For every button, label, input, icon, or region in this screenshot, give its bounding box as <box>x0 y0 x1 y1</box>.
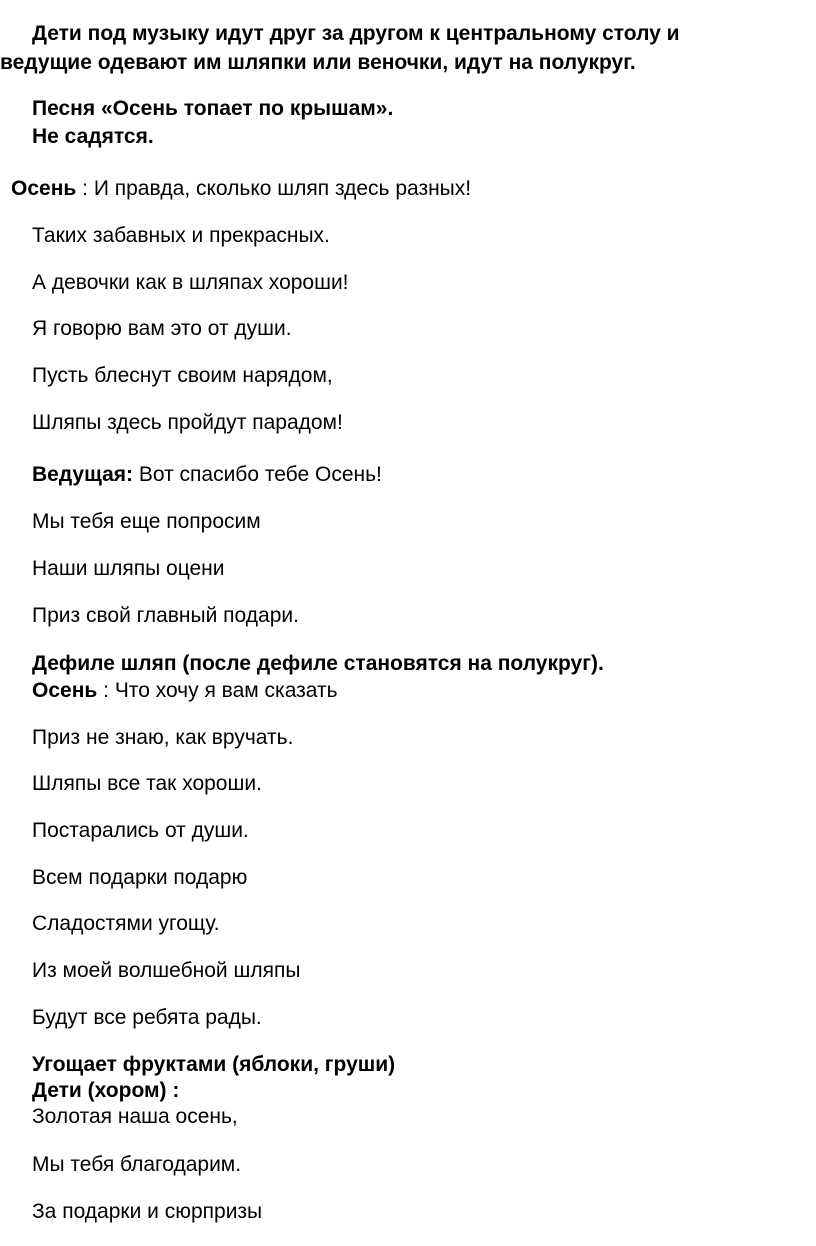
speaker-separator: : <box>97 679 115 702</box>
autumn-speech-2-line: Шляпы все так хороши. <box>32 772 262 795</box>
song-note: Не садятся. <box>32 125 154 148</box>
autumn-speech-1-line: Я говорю вам это от души. <box>32 317 292 340</box>
autumn-speech-2-line: Будут все ребята рады. <box>32 1006 262 1029</box>
autumn-speech-1-line: Таких забавных и прекрасных. <box>32 224 330 247</box>
children-speech-line: Золотая наша осень, <box>32 1105 238 1128</box>
autumn-speech-2-first-line <box>32 678 338 704</box>
autumn-speech-1-line: Пусть блеснут своим нарядом, <box>32 364 333 387</box>
speaker-host: Ведущая: <box>32 463 134 486</box>
autumn-speech-2-line: Постарались от души. <box>32 819 249 842</box>
autumn-speech-1-line: А девочки как в шляпах хороши! <box>32 271 349 294</box>
autumn-speech-2-text: Что хочу я вам сказать <box>114 679 338 702</box>
host-speech-line: Наши шляпы оцени <box>32 557 225 580</box>
intro-line-1: Дети под музыку идут друг за другом к центральному столу и <box>32 22 680 45</box>
song-title: Песня «Осень топает по крышам». <box>32 97 394 120</box>
host-speech-text: Вот спасибо тебе Осень! <box>133 463 382 486</box>
host-speech-line: Приз свой главный подари. <box>32 604 299 627</box>
autumn-speech-1-first-line <box>11 176 471 202</box>
speaker-separator: : <box>76 177 94 200</box>
intro-line-2: ведущие одевают им шляпки или веночки, идут на полукруг. <box>0 51 636 74</box>
treat-title: Угощает фруктами (яблоки, груши) <box>32 1053 396 1076</box>
children-speech-line: Мы тебя благодарим. <box>32 1153 242 1176</box>
host-speech-line: Мы тебя еще попросим <box>32 510 261 533</box>
autumn-speech-1-text: И правда, сколько шляп здесь разных! <box>93 177 472 200</box>
autumn-speech-1-line: Шляпы здесь пройдут парадом! <box>32 411 343 434</box>
speaker-autumn: Осень <box>11 177 77 200</box>
host-speech-first-line <box>32 462 382 488</box>
autumn-speech-2-line: Из моей волшебной шляпы <box>32 959 301 982</box>
children-speech-line: За подарки и сюрпризы <box>32 1200 263 1223</box>
defile-title: Дефиле шляп (после дефиле становятся на полукруг). <box>32 652 604 675</box>
autumn-speech-2-line: Всем подарки подарю <box>32 866 248 889</box>
speaker-autumn: Осень <box>32 679 98 702</box>
speaker-children: Дети (хором) : <box>32 1079 180 1102</box>
autumn-speech-2-line: Приз не знаю, как вручать. <box>32 726 294 749</box>
autumn-speech-2-line: Сладостями угощу. <box>32 912 220 935</box>
